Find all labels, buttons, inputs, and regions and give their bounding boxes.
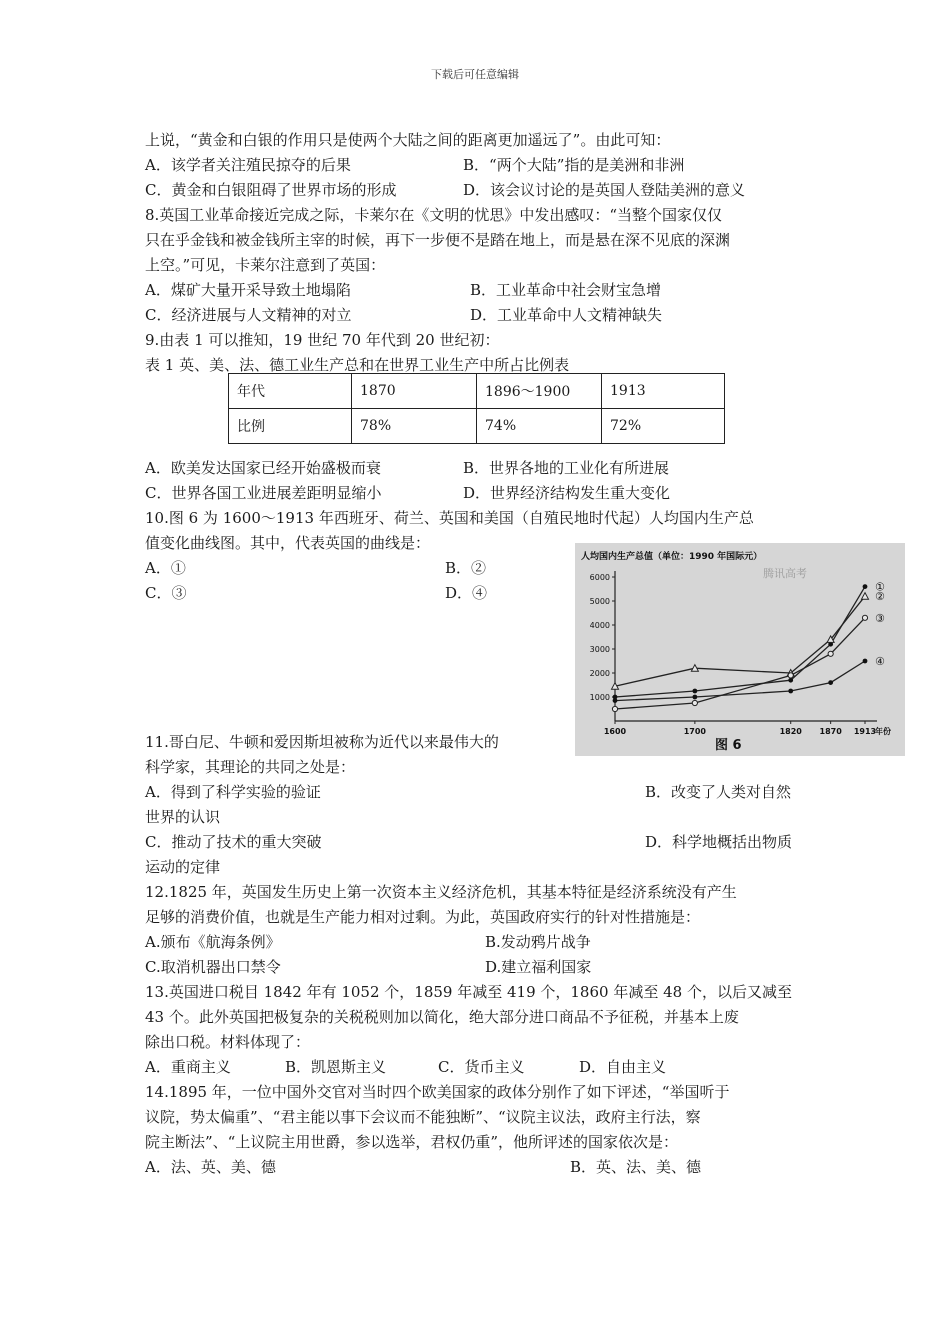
table-row [229,409,725,444]
y-tick-label: 6000 [589,573,610,582]
q7-option-d[interactable]: D．该会议讨论的是英国人登陆美洲的意义 [463,181,746,199]
data-table [228,373,725,444]
q13-option-b[interactable]: B．凯恩斯主义 [285,1058,387,1076]
q13-stem-2: 43 个。此外英国把极复杂的关税税则加以简化，绝大部分进口商品不予征税，并基本上废 [145,1008,739,1026]
table-cell: 72% [602,409,725,444]
q11-option-b[interactable]: B．改变了人类对自然 [645,783,792,801]
q8-option-c[interactable]: C．经济进展与人文精神的对立 [145,306,352,324]
q10-option-b[interactable]: B．② [445,559,487,577]
q9-options-row2 [145,481,810,506]
gdp-chart [575,543,905,756]
x-tick-label: 1700 [683,727,707,736]
y-tick-label: 2000 [589,669,610,678]
q11-option-d-cont: 运动的定律 [145,858,221,876]
q10-option-c[interactable]: C．③ [145,584,187,602]
q13-stem-3: 除出口税。材料体现了： [145,1033,311,1051]
data-point [788,673,793,678]
q13-option-a[interactable]: A．重商主义 [145,1058,231,1076]
data-point [828,651,833,656]
q9-option-d[interactable]: D．世界经济结构发生重大变化 [463,484,671,502]
table-cell: 1870 [352,374,477,409]
table-cell: 比例 [229,409,352,444]
y-tick-label: 4000 [589,621,610,630]
page-header: 下载后可任意编辑 [431,68,519,81]
q10-stem-1: 10.图 6 为 1600～1913 年西班牙、荷兰、英国和美国（自殖民地时代起）人均国内生产总 [145,509,754,527]
chart-watermark: 腾讯高考 [763,567,807,580]
q11-option-b-cont: 世界的认识 [145,808,221,826]
y-tick-label: 3000 [589,645,610,654]
x-tick-label: 1820 [779,727,802,736]
chart-title: 人均国内生产总值（单位：1990 年国际元） [581,552,763,562]
table-cell: 78% [352,409,477,444]
q7-stem: 上说，“黄金和白银的作用只是使两个大陆之间的距离更加遥远了”。由此可知： [145,131,671,149]
q9-option-c[interactable]: C．世界各国工业进展差距明显缩小 [145,484,382,502]
q12-stem-2: 足够的消费价值，也就是生产能力相对过剩。为此，英国政府实行的针对性措施是： [145,908,701,926]
q9-option-b[interactable]: B．世界各地的工业化有所进展 [463,459,670,477]
table-cell: 1896～1900 [477,374,602,409]
q13-option-c[interactable]: C．货币主义 [438,1058,525,1076]
q13-options [145,1055,810,1080]
y-tick-label: 5000 [589,597,610,606]
x-tick-label: 1600 [603,727,627,736]
q9-option-a[interactable]: A．欧美发达国家已经开始盛极而衰 [145,459,381,477]
data-point [862,615,867,620]
data-point [692,700,697,705]
q12-option-b[interactable]: B.发动鸦片战争 [485,933,591,951]
data-point [862,593,869,600]
q12-option-c[interactable]: C.取消机器出口禁令 [145,958,281,976]
q8-option-b[interactable]: B．工业革命中社会财宝急增 [470,281,662,299]
q7-option-c[interactable]: C．黄金和白银阻碍了世界市场的形成 [145,181,397,199]
series-label: ④ [875,655,885,668]
q8-stem-3: 上空。”可见，卡莱尔注意到了英国： [145,256,386,274]
q13-option-d[interactable]: D．自由主义 [579,1058,667,1076]
x-axis-label: 年份 [875,727,891,736]
q10-option-a[interactable]: A．① [145,559,186,577]
q11-options-row2 [145,830,810,855]
data-point [692,695,697,700]
q14-options [145,1155,810,1180]
y-tick-label: 1000 [589,693,610,702]
q9-options-row1 [145,456,810,481]
q14-option-b[interactable]: B．英、法、美、德 [570,1158,702,1176]
q8-option-d[interactable]: D．工业革命中人文精神缺失 [470,306,663,324]
q8-option-a[interactable]: A．煤矿大量开采导致土地塌陷 [145,281,351,299]
q12-option-d[interactable]: D.建立福利国家 [485,958,592,976]
q8-options-row1 [145,278,810,303]
data-point [612,706,617,711]
table-cell: 年代 [229,374,352,409]
data-point [828,680,833,685]
q11-stem-1: 11.哥白尼、牛顿和爱因斯坦被称为近代以来最伟大的 [145,733,499,751]
data-point [788,689,793,694]
q12-stem-1: 12.1825 年，英国发生历史上第一次资本主义经济危机，其基本特征是经济系统没有产生 [145,883,737,901]
q7-options-row1 [145,153,810,178]
q14-stem-1: 14.1895 年，一位中国外交官对当时四个欧美国家的政体分别作了如下评述，“举国听于 [145,1083,730,1101]
data-point [788,678,793,683]
q9-stem: 9.由表 1 可以推知，19 世纪 70 年代到 20 世纪初： [145,331,500,349]
q12-options-row2 [145,955,810,980]
table-caption: 表 1 英、美、法、德工业生产总和在世界工业生产中所占比例表 [145,356,570,374]
q14-stem-2: 议院，势太偏重”、“君主能以事下会议而不能独断”、“议院主议法，政府主行法，察 [145,1108,701,1126]
q12-option-a[interactable]: A.颁布《航海条例》 [145,933,281,951]
q7-option-b[interactable]: B．“两个大陆”指的是美洲和非洲 [463,156,685,174]
q14-stem-3: 院主断法”、“上议院主用世爵，参以选举，君权仍重”，他所评述的国家依次是： [145,1133,679,1151]
q7-option-a[interactable]: A．该学者关注殖民掠夺的后果 [145,156,351,174]
q11-stem-2: 科学家，其理论的共同之处是： [145,758,356,776]
q10-option-d[interactable]: D．④ [445,584,488,602]
series-label: ③ [875,611,885,625]
q8-stem-1: 8.英国工业革命接近完成之际，卡莱尔在《文明的忧思》中发出感叹：“当整个国家仅仅 [145,206,722,224]
data-point [863,584,868,589]
series-label: ① [875,580,885,594]
q11-option-c[interactable]: C．推动了技术的重大突破 [145,833,322,851]
q10-stem-2: 值变化曲线图。其中，代表英国的曲线是： [145,534,431,552]
q7-options-row2 [145,178,810,203]
chart-caption: 图 6 [715,738,742,753]
data-point [863,659,868,664]
data-point [692,689,697,694]
x-tick-label: 1913 [853,727,877,736]
table-row [229,374,725,409]
q11-option-d[interactable]: D．科学地概括出物质 [645,833,793,851]
q8-stem-2: 只在乎金钱和被金钱所主宰的时候，再下一步便不是踏在地上，而是悬在深不见底的深渊 [145,231,731,249]
table-cell: 74% [477,409,602,444]
q12-options-row1 [145,930,810,955]
q11-option-a[interactable]: A．得到了科学实验的验证 [145,783,321,801]
series-label: ② [875,590,885,604]
q13-stem-1: 13.英国进口税目 1842 年有 1052 个，1859 年减至 419 个，1860 年减至 48 个，以后又减至 [145,983,792,1001]
x-tick-label: 1870 [819,727,842,736]
table-cell: 1913 [602,374,725,409]
gdp-chart-svg [575,543,905,756]
q14-option-a[interactable]: A．法、英、美、德 [145,1158,276,1176]
data-point [613,698,618,703]
q11-options-row1 [145,780,810,805]
q8-options-row2 [145,303,810,328]
series-line [615,618,865,709]
